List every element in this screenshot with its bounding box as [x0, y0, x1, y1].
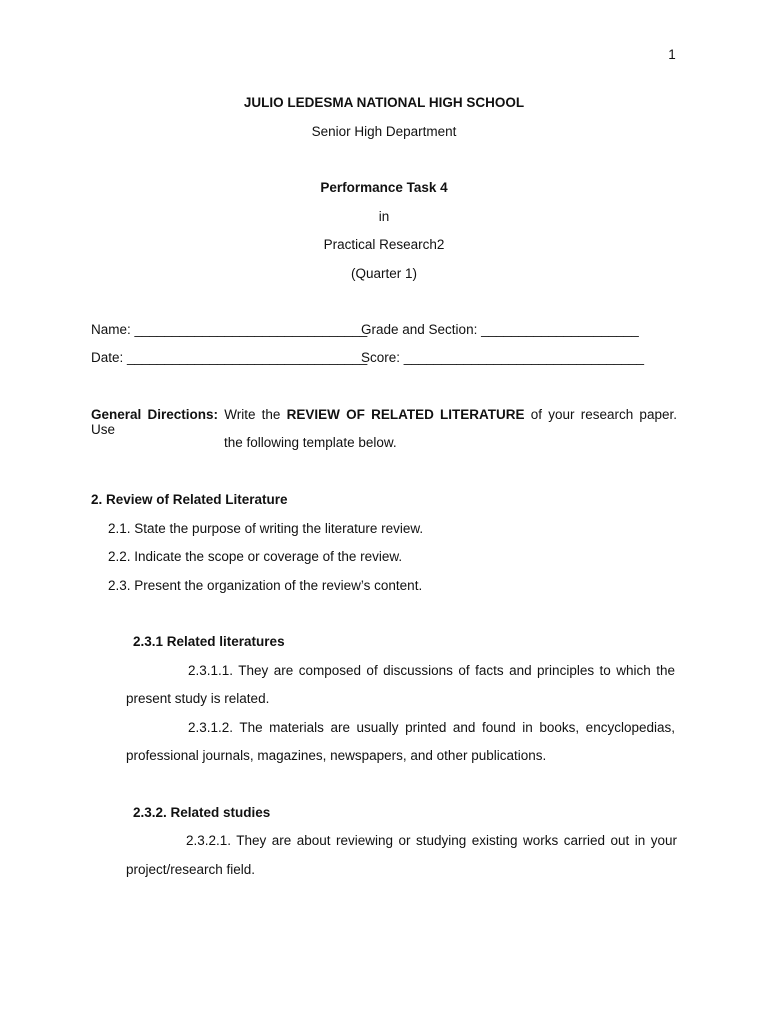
score-field[interactable]: Score: ________________________________ [361, 350, 645, 365]
task-in: in [378, 209, 390, 224]
studies-p1-line-2: project/research field. [126, 862, 256, 877]
literatures-p1-line-2: present study is related. [126, 691, 270, 706]
list-item: 2.3. Present the organization of the review’s content. [108, 578, 423, 593]
literatures-p2-line-1: 2.3.1.2. The materials are usually printed and found in books, encyclopedias, [188, 720, 675, 735]
directions-line-2: the following template below. [224, 435, 397, 450]
literatures-p2-line-2: professional journals, magazines, newspapers, and other publications. [126, 748, 547, 763]
quarter-label: (Quarter 1) [350, 266, 418, 281]
directions-line-1 [91, 407, 677, 437]
list-item: 2.1. State the purpose of writing the literature review. [108, 521, 424, 536]
page-number: 1 [668, 47, 676, 62]
date-field[interactable]: Date: ________________________________ [91, 350, 368, 365]
directions-text-after: of your research paper. Use [91, 407, 677, 437]
school-name: JULIO LEDESMA NATIONAL HIGH SCHOOL [243, 95, 525, 110]
literatures-p1-line-1: 2.3.1.1. They are composed of discussions of facts and principles to which the [188, 663, 675, 678]
subject-name: Practical Research2 [323, 237, 445, 252]
list-item: 2.2. Indicate the scope or coverage of the review. [108, 549, 403, 564]
directions-emphasis: REVIEW OF RELATED LITERATURE [286, 407, 525, 422]
grade-section-field[interactable]: Grade and Section: _____________________ [361, 322, 639, 337]
subsection-heading-studies: 2.3.2. Related studies [133, 805, 271, 820]
studies-p1-line-1: 2.3.2.1. They are about reviewing or studying existing works carried out in your [186, 833, 677, 848]
directions-label: General Directions: [91, 407, 218, 422]
department-name: Senior High Department [311, 124, 457, 139]
directions-text-before: Write the [224, 407, 281, 422]
section-heading: 2. Review of Related Literature [91, 492, 288, 507]
name-field[interactable]: Name: _______________________________ [91, 322, 368, 337]
task-title: Performance Task 4 [320, 180, 448, 195]
subsection-heading-literatures: 2.3.1 Related literatures [133, 634, 285, 649]
